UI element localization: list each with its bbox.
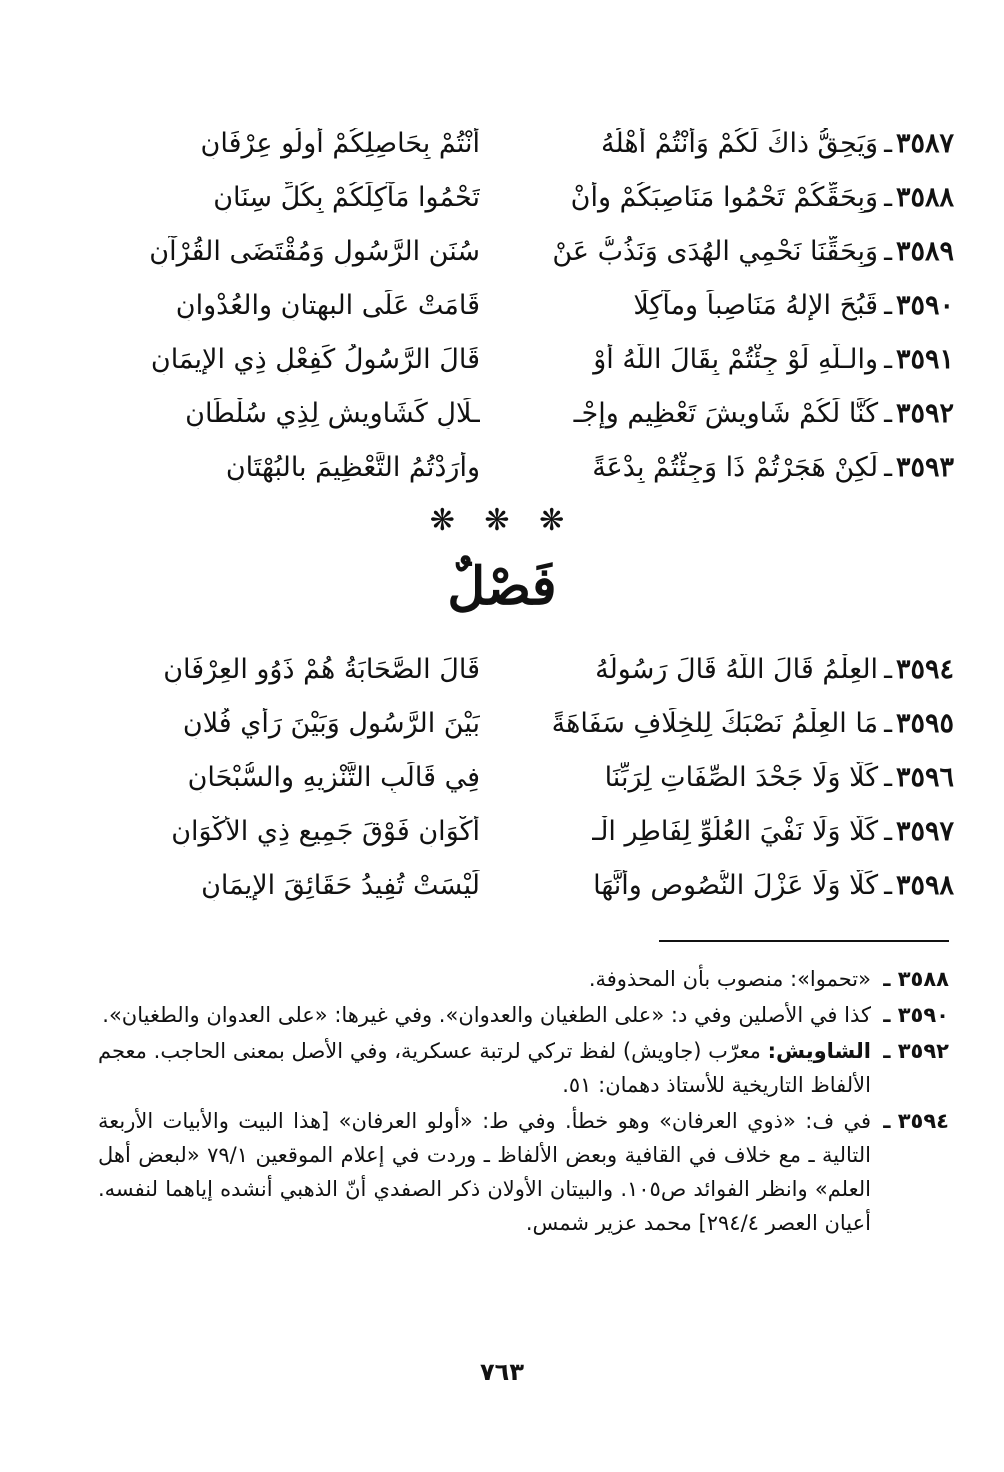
first-hemistich: ٣٥٨٨ ـ وَبِحَقِّكُمْ تَحْمُوا مَنَاصِبَكُمْ وأنْ (570, 181, 954, 213)
second-hemistich: سُنَنِ الرَّسُولِ وَمُقْتَضَى القُرْآنِ (149, 235, 480, 267)
second-hemistich: أكْوَانِ فَوْقَ جَمِيعِ ذِي الأكْوَانِ (171, 815, 480, 847)
verse-row (90, 170, 954, 224)
first-hemistich-text: العِلْمُ قَالَ اللَّهُ قَالَ رَسُولُهُ (595, 653, 879, 685)
verse-number: ٣٥٩٧ (895, 815, 954, 847)
first-hemistich: ٣٥٩٧ ـ كَلَّا وَلَا نَفْيَ العُلُوِّ لِفَاطِرِ الْـ (592, 815, 954, 847)
verse-number: ٣٥٨٨ (895, 181, 954, 213)
footnote (98, 998, 949, 1032)
footnote (98, 1034, 949, 1102)
section-heading: فَصْلٌ (447, 556, 557, 617)
footnote-number: ٣٥٨٨ ـ (883, 967, 949, 991)
second-hemistich: قَالَ الرَّسُولُ كَفِعْلِ ذِي الإِيمَانِ (150, 343, 480, 375)
verse-row (90, 116, 954, 170)
ornament-divider: ❋ ❋ ❋ (429, 503, 575, 538)
verse-row (90, 750, 954, 804)
verse-number: ٣٥٩٨ (895, 869, 954, 901)
verse-number: ٣٥٩٦ (895, 761, 954, 793)
footnote-text: في ف: «ذوي العرفان» وهو خطأ. وفي ط: «أولو العرفان» [هذا البيت والأبيات الأربعة التالية ـ مع خلاف في القافية وبعض الألفاظ ـ وردت في إعلام الموقعين ٧٩/١ «لبعض أهل العلم» وانظر الفوائد ص١٠٥. والبيتان الأولان ذكر الصفدي أنّ الذهبي أنشده إياهما لنفسه. أعيان العصر ٢٩٤/٤] محمد عزير شمس. (98, 1109, 871, 1235)
verse-row (90, 332, 954, 386)
verse-row (90, 224, 954, 278)
footnote-text: كذا في الأصلين وفي د: «على الطغيان والعدوان». وفي غيرها: «على العدوان والطغيان». (102, 1003, 871, 1027)
footnote-text: الشاويش: معرّب (جاويش) لفظ تركي لرتبة عسكرية، وفي الأصل بمعنى الحاجب. معجم الألفاظ التاريخية للأستاذ دهمان: ٥١. (98, 1039, 871, 1097)
footnote-text: «تحموا»: منصوب بأن المحذوفة. (588, 967, 871, 991)
second-hemistich: قَامَتْ عَلَى البهتانِ والعُدْوانِ (175, 289, 480, 321)
first-hemistich: ٣٥٨٩ ـ وَبِحَقِّنَا نَحْمِي الهُدَى وَنَذُبُّ عَنْ (552, 235, 954, 267)
second-hemistich: ـلَالٍ كَشَاوِيشٍ لِذِي سُلْطَانِ (185, 397, 480, 429)
verse-row (90, 642, 954, 696)
first-hemistich: ٣٥٨٧ ـ وَيَحِقُّ ذاكَ لَكُمْ وَأَنْتُمْ أَهْلُهُ (601, 127, 954, 159)
verse-number: ٣٥٩٣ (895, 451, 954, 483)
first-hemistich-text: وَبِحَقِّنَا نَحْمِي الهُدَى وَنَذُبُّ عَنْ (552, 235, 879, 267)
footnote-number: ٣٥٩٠ ـ (883, 1003, 949, 1027)
second-hemistich: أَنْتُمْ بِحَاصِلِكُمْ أولُو عِرْفَانِ (200, 127, 480, 159)
verse-block-2 (90, 642, 954, 912)
first-hemistich-text: وَبِحَقِّكُمْ تَحْمُوا مَنَاصِبَكُمْ وأنْ (570, 181, 879, 213)
first-hemistich-text: كَلَّا وَلَا جَحْدَ الصِّفَاتِ لِرَبِّنَا (604, 761, 879, 793)
second-hemistich: بَيْنَ الرَّسُولِ وَبَيْنَ رَأْيِ فُلانِ (182, 707, 480, 739)
verse-block-1 (90, 116, 954, 494)
first-hemistich: ٣٥٩٤ ـ العِلْمُ قَالَ اللَّهُ قَالَ رَسُولُهُ (595, 653, 954, 685)
page-number: ٧٦٣ (480, 1358, 524, 1386)
verse-row (90, 440, 954, 494)
footnote (98, 962, 949, 996)
first-hemistich: ٣٥٩٥ ـ مَا العِلْمُ نَصْبَكَ لِلخِلَافِ سَفَاهَةً (551, 707, 954, 739)
verse-row (90, 278, 954, 332)
first-hemistich-text: والـلَّهِ لَوْ جِئْتُمْ بِقَالَ اللَّهُ أوْ (593, 343, 879, 375)
first-hemistich-text: كُنَّا لَكُمْ شَاوِيشَ تَعْظِيمٍ وإجْـ (573, 397, 879, 429)
second-hemistich: قَالَ الصَّحَابَةُ هُمْ ذَوُو العِرْفَانِ (163, 653, 480, 685)
verse-number: ٣٥٨٩ (895, 235, 954, 267)
verse-number: ٣٥٩٤ (895, 653, 954, 685)
verse-row (90, 696, 954, 750)
verse-row (90, 386, 954, 440)
second-hemistich: تَحْمُوا مَآكِلَكُمْ بِكُلِّ سِنَانِ (213, 181, 480, 213)
footnote-separator (659, 940, 949, 942)
footnotes (98, 962, 949, 1242)
first-hemistich-text: لَكِنْ هَجَرْتُمْ ذَا وَجِئْتُمْ بِدْعَةً (592, 451, 879, 483)
verse-number: ٣٥٩٠ (895, 289, 954, 321)
first-hemistich-text: وَيَحِقُّ ذاكَ لَكُمْ وَأَنْتُمْ أَهْلُهُ (601, 127, 879, 159)
verse-row (90, 858, 954, 912)
verse-number: ٣٥٨٧ (895, 127, 954, 159)
first-hemistich: ٣٥٩٨ ـ كَلَّا وَلَا عَزْلَ النُّصُوصِ وأَنَّهَا (593, 869, 954, 901)
verse-number: ٣٥٩٢ (895, 397, 954, 429)
second-hemistich: لَيْسَتْ تُفِيدُ حَقَائِقَ الإِيمَانِ (201, 869, 480, 901)
verse-row (90, 804, 954, 858)
first-hemistich: ٣٥٩٣ ـ لَكِنْ هَجَرْتُمْ ذَا وَجِئْتُمْ بِدْعَةً (592, 451, 954, 483)
footnote (98, 1104, 949, 1240)
verse-number: ٣٥٩١ (895, 343, 954, 375)
first-hemistich-text: كَلَّا وَلَا نَفْيَ العُلُوِّ لِفَاطِرِ الْـ (592, 815, 879, 847)
second-hemistich: فِي قَالَبِ التَّنْزِيهِ والسُّبْحَانِ (187, 761, 480, 793)
first-hemistich-text: قَبُحَ الإِلهُ مَنَاصِباً ومآكِلًا (633, 289, 879, 321)
first-hemistich: ٣٥٩٦ ـ كَلَّا وَلَا جَحْدَ الصِّفَاتِ لِرَبِّنَا (604, 761, 954, 793)
first-hemistich-text: كَلَّا وَلَا عَزْلَ النُّصُوصِ وأَنَّهَا (593, 869, 879, 901)
second-hemistich: وأرَدْتُمُ التَّعْظِيمَ بالبُهْتَانِ (225, 451, 480, 483)
footnote-number: ٣٥٩٢ ـ (883, 1039, 949, 1063)
footnote-number: ٣٥٩٤ ـ (883, 1109, 949, 1133)
first-hemistich: ٣٥٩٠ ـ قَبُحَ الإِلهُ مَنَاصِباً ومآكِلًا (633, 289, 954, 321)
verse-number: ٣٥٩٥ (895, 707, 954, 739)
first-hemistich-text: مَا العِلْمُ نَصْبَكَ لِلخِلَافِ سَفَاهَةً (551, 707, 879, 739)
first-hemistich: ٣٥٩١ ـ والـلَّهِ لَوْ جِئْتُمْ بِقَالَ اللَّهُ أوْ (593, 343, 954, 375)
first-hemistich: ٣٥٩٢ ـ كُنَّا لَكُمْ شَاوِيشَ تَعْظِيمٍ وإجْـ (573, 397, 954, 429)
